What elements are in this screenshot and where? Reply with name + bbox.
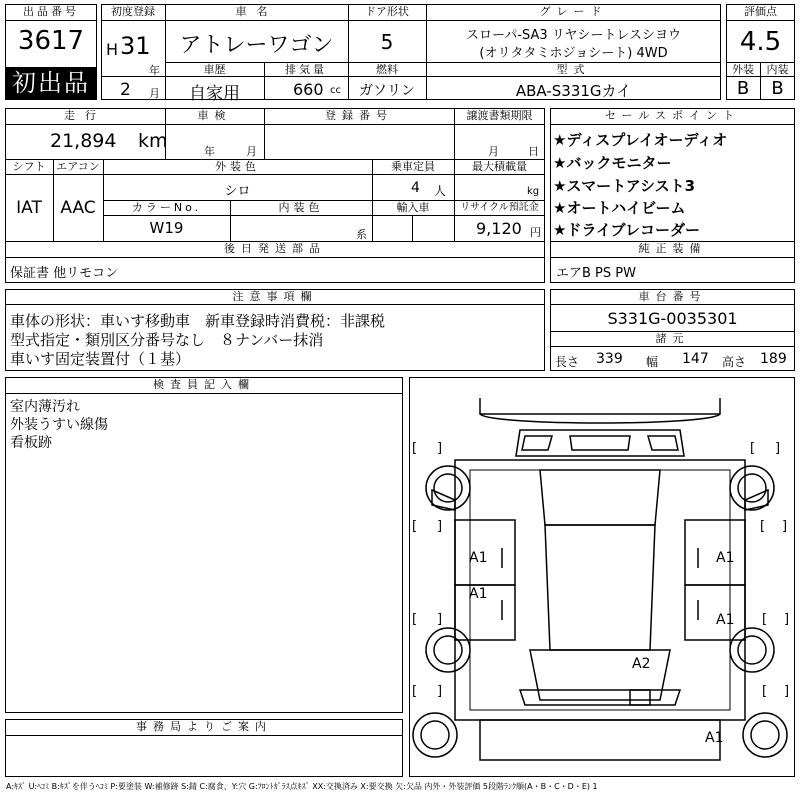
registration-month-unit: 月 (149, 87, 160, 100)
grade-line2: (オリタタミホジョシート) 4WD (479, 46, 668, 61)
specs-length: 339 (596, 351, 623, 367)
inspector-header: 検査員記入欄 (153, 378, 255, 391)
damage-mark: A1 (716, 612, 735, 628)
registration-year: 31 (120, 32, 151, 60)
score-header: 評価点 (744, 5, 777, 18)
mileage-value: 21,894 (50, 130, 117, 152)
import-header: 輸入車 (396, 201, 430, 214)
standard-equipment-header: 純正装備 (638, 242, 707, 255)
later-parts-value: 保証書 他リモコン (10, 266, 119, 281)
model-value: ABA-S331Gカイ (515, 82, 632, 100)
history-header: 車歴 (203, 63, 226, 76)
sales-point-item: ★オートハイビーム (553, 199, 686, 217)
displacement-header: 排気量 (285, 63, 327, 76)
transfer-day-unit: 日 (528, 145, 539, 158)
registration-month: 2 (120, 80, 131, 100)
notes-line: 車体の形状：車いす移動車 新車登録時消費税：非課税 (10, 312, 386, 330)
sales-point-item: ★ディスプレイオーディオ (553, 131, 728, 149)
max-load-unit: kg (527, 186, 540, 197)
first-listing-badge: 初出品 (6, 67, 96, 99)
later-parts-header: 後日発送部品 (224, 242, 326, 255)
recycle-header: リサイクル預託金 (460, 202, 539, 213)
fuel-header: 燃料 (376, 63, 398, 76)
recycle-unit: 円 (530, 226, 541, 239)
svg-text:]: ] (437, 519, 443, 534)
notes-line: 型式指定・類別区分番号なし ８ナンバー抹消 (10, 331, 324, 349)
svg-text:[: [ (762, 612, 768, 627)
score-value: 4.5 (739, 27, 782, 57)
exterior-color-header: 外装色 (215, 160, 260, 173)
aircon-header: エアコン (56, 160, 100, 173)
notes-header: 注意事項欄 (232, 290, 318, 303)
doors-value: 5 (380, 30, 394, 54)
legend: A:ｷｽﾞ U:ﾍｺﾐ B:ｷｽﾞを伴うﾍｺﾐ P:要塗装 W:補修跡 S:錆 C:腐食、Y:穴 G:ﾌﾛﾝﾄｶﾞﾗｽ点ｷｽﾞ XX:交換済み X:要交換 欠:欠品 内外・外装評価 5段階ﾗﾝｸ順(A・B・C・D・E) 1 (6, 782, 598, 791)
damage-mark: A1 (469, 550, 488, 566)
inspector-line: 外装うすい線傷 (10, 417, 108, 433)
svg-text:[: [ (412, 441, 418, 456)
svg-text:]: ] (784, 684, 790, 699)
registration-year-unit: 年 (149, 64, 160, 77)
transfer-month-unit: 月 (488, 145, 499, 158)
specs-width: 147 (682, 351, 709, 367)
lot-number: 3617 (17, 26, 85, 56)
color-no-header: カラーNo. (131, 201, 202, 214)
registration-header: 初度登録 (111, 5, 155, 18)
svg-text:[: [ (750, 441, 756, 456)
damage-mark: A2 (632, 656, 651, 672)
fuel-value: ガソリン (359, 83, 415, 99)
damage-mark: A1 (469, 586, 488, 602)
interior-color-header: 内装色 (278, 201, 324, 214)
inspection-header: 車検 (197, 109, 232, 122)
capacity-header: 乗車定員 (391, 160, 435, 173)
svg-text:]: ] (437, 612, 443, 627)
svg-text:]: ] (775, 441, 781, 456)
specs-header: 諸元 (655, 332, 690, 345)
capacity-unit: 人 (434, 184, 447, 198)
displacement-value: 660 (293, 80, 324, 99)
shift-header: シフト (12, 160, 46, 173)
registration-era: H (106, 40, 119, 59)
mileage-header: 走行 (64, 109, 106, 122)
interior-score-header: 内装 (766, 63, 789, 76)
damage-mark: A1 (705, 730, 724, 746)
aircon-value: AAC (60, 198, 96, 218)
interior-color-unit: 系 (356, 228, 367, 241)
inspection-year-unit: 年 (204, 145, 215, 158)
grade-line1: スローパ-SA3 リヤシートレスシヨウ (465, 28, 682, 43)
office-header: 事務局よりご案内 (136, 720, 272, 733)
svg-text:[: [ (412, 612, 418, 627)
svg-text:[: [ (760, 519, 766, 534)
standard-equipment-value: エアB PS PW (556, 266, 636, 281)
capacity-value: 4 (411, 180, 420, 196)
sales-point-item: ★スマートアシスト3 (553, 177, 696, 195)
damage-mark: A1 (716, 550, 735, 566)
specs-height: 189 (760, 351, 787, 367)
transfer-header: 譲渡書類期限 (466, 109, 533, 122)
recycle-value: 9,120 (476, 219, 522, 238)
svg-text:]: ] (437, 684, 443, 699)
car-name-header: 車名 (235, 5, 278, 18)
history-value: 自家用 (189, 84, 240, 104)
sales-point-item: ★バックモニター (553, 154, 672, 172)
svg-text:]: ] (784, 612, 790, 627)
svg-text:]: ] (437, 441, 443, 456)
chassis-number: S331G-0035301 (607, 309, 738, 328)
svg-text:[: [ (412, 519, 418, 534)
shift-value: IAT (16, 198, 42, 218)
car-name: アトレーワゴン (179, 33, 334, 58)
grade-header: グレード (539, 5, 608, 18)
specs-length-label: 長さ (555, 355, 580, 369)
plate-header: 登録番号 (325, 109, 393, 122)
notes-line: 車いす固定装置付（１基） (10, 350, 191, 368)
max-load-header: 最大積載量 (472, 160, 527, 173)
lot-header: 出品番号 (23, 5, 79, 18)
chassis-header: 車台番号 (638, 290, 707, 303)
exterior-score: B (736, 78, 750, 99)
exterior-color-value: シロ (224, 184, 251, 199)
sales-points-header: セールスポイント (604, 109, 740, 122)
doors-header: ドア形状 (365, 5, 409, 18)
svg-text:[: [ (762, 684, 768, 699)
inspector-line: 看板跡 (10, 435, 52, 451)
specs-width-label: 幅 (646, 355, 659, 369)
specs-height-label: 高さ (722, 355, 747, 369)
inspector-line: 室内薄汚れ (10, 399, 80, 415)
sales-point-item: ★ドライブレコーダー (553, 221, 700, 239)
svg-text:[: [ (412, 684, 418, 699)
mileage-unit: km (138, 130, 168, 152)
svg-text:]: ] (782, 519, 788, 534)
interior-score: B (771, 78, 784, 99)
exterior-score-header: 外装 (732, 63, 754, 76)
color-no-value: W19 (149, 219, 184, 237)
displacement-unit: cc (330, 85, 341, 96)
inspection-month-unit: 月 (246, 145, 257, 158)
model-header: 型式 (556, 63, 591, 76)
